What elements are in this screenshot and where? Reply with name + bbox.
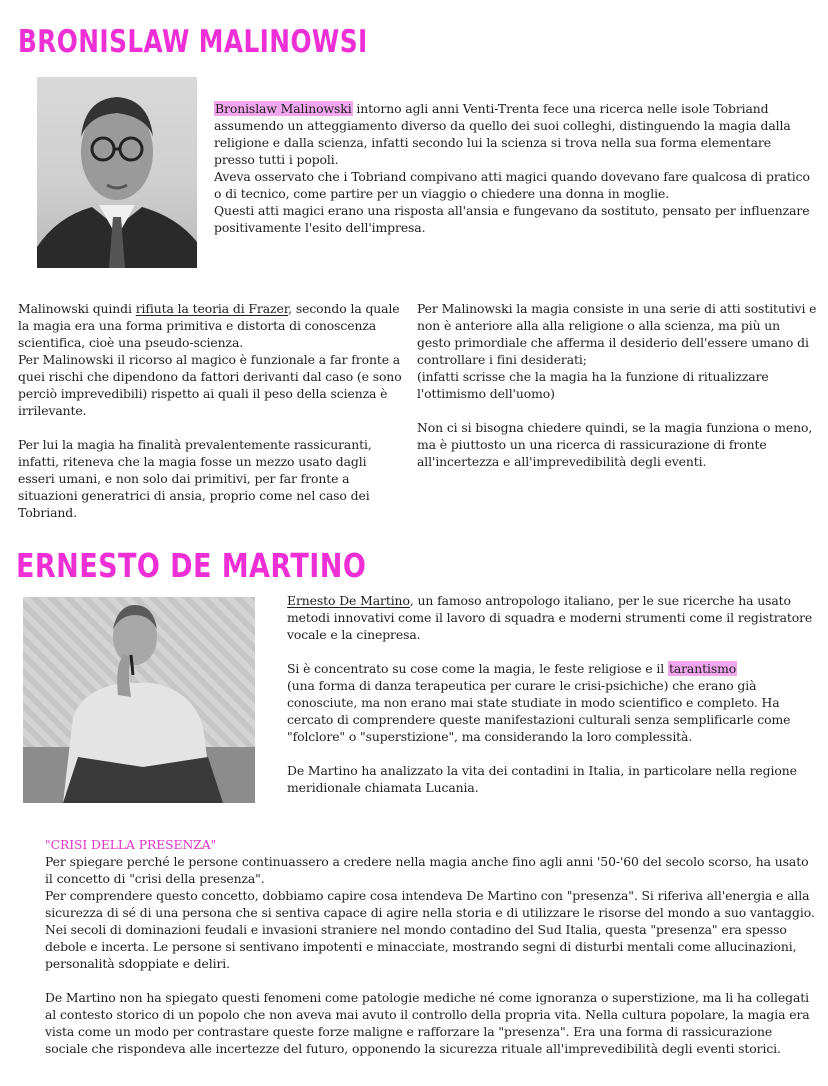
- text-span: Si è concentrato su cose come la magia, le feste religiose e il: [287, 661, 668, 676]
- text-span: , un famoso antropologo italiano, per le sue ricerche ha usato metodi innovativi come il lavoro di squadra e moderni strumenti come il registratore vocale e la cinepresa.: [287, 593, 813, 642]
- intro-paragraph: Aveva osservato che i Tobriand compivano atti magici quando dovevano fare qualcosa di pratico o di tecnico, come partire per un viaggio o chiedere una donna in moglie.: [214, 169, 810, 201]
- text-span: , secondo la quale la magia era una forma primitiva e distorta di conoscenza scientifica, cioè una pseudo-scienza.: [18, 301, 400, 350]
- malinowski-intro: [214, 100, 814, 236]
- de-martino-intro: [287, 592, 817, 796]
- paragraph: Per Malinowski la magia consiste in una serie di atti sostitutivi e non è anteriore alla alla religione o alla scienza, ma più un gesto primordiale che afferma il desiderio dell'essere umano di controllare i fini desiderati;: [417, 301, 817, 367]
- paragraph: Per Malinowski il ricorso al magico è funzionale a far fronte a quei rischi che dipendono da fattori derivanti dal caso (e sono perciò imprevedibili) rispetto ai quali il peso della scienza è irrilevante.: [18, 352, 402, 418]
- de-martino-title: ERNESTO DE MARTINO: [16, 546, 367, 585]
- paragraph: De Martino ha analizzato la vita dei contadini in Italia, in particolare nella regione meridionale chiamata Lucania.: [287, 763, 797, 795]
- de-martino-photo: [23, 597, 255, 803]
- malinowski-right-column: [417, 300, 817, 470]
- malinowski-left-column: [18, 300, 403, 521]
- malinowski-portrait: [37, 77, 197, 268]
- paragraph: (infatti scrisse che la magia ha la funzione di ritualizzare l'ottimismo dell'uomo): [417, 369, 769, 401]
- crisi-section: [45, 836, 815, 1057]
- crisi-heading: "CRISI DELLA PRESENZA": [45, 837, 217, 852]
- de-martino-name: Ernesto De Martino: [287, 593, 410, 608]
- frazer-link: rifiuta la teoria di Frazer: [135, 301, 289, 316]
- intro-sentence: intorno agli anni Venti-Trenta fece una ricerca nelle isole Tobriand assumendo un atteggiamento diverso da quello dei suoi colleghi, distinguendo la magia dalla religione e dalla scienza, infatti secondo lui la scienza si trova nella sua forma elementare presso tutti i popoli.: [214, 101, 791, 167]
- paragraph: De Martino non ha spiegato questi fenomeni come patologie mediche né come ignoranza o superstizione, ma li ha collegati al contesto storico di un popolo che non aveva mai avuto il controllo della propria vita. Nella cultura popolare, la magia era vista come un modo per contrastare queste forze maligne e rafforzare la "presenza". Era una forma di rassicurazione sociale che rispondeva alle incertezze del futuro, opponendo la sicurezza rituale all'imprevedibilità degli eventi storici.: [45, 990, 810, 1056]
- paragraph: Non ci si bisogna chiedere quindi, se la magia funziona o meno, ma è piuttosto un una ricerca di rassicurazione di fronte all'incertezza e all'imprevedibilità degli eventi.: [417, 420, 813, 469]
- paragraph: Per spiegare perché le persone continuassero a credere nella magia anche fino agli anni '50-'60 del secolo scorso, ha usato il concetto di "crisi della presenza".: [45, 854, 809, 886]
- text-span: Malinowski quindi: [18, 301, 136, 316]
- paragraph: Per lui la magia ha finalità prevalentemente rassicuranti, infatti, riteneva che la magia fosse un mezzo usato dagli esseri umani, e non solo dai primitivi, per far fronte a situazioni generatrici di ansia, proprio come nel caso dei Tobriand.: [18, 437, 372, 520]
- text-span: (una forma di danza terapeutica per curare le crisi-psichiche) che erano già conosciute, ma non erano mai state studiate in modo scientifico e completo. Ha cercato di comprendere queste manifestazioni culturali senza semplificarle come "folclore" o "superstizione", ma considerando la loro complessità.: [287, 678, 791, 744]
- paragraph: Per comprendere questo concetto, dobbiamo capire cosa intendeva De Martino con "presenza". Si riferiva all'energia e alla sicurezza di sé di una persona che si sentiva capace di agire nella storia e di utilizzare le risorse del mondo a suo vantaggio. Nei secoli di dominazioni feudali e invasioni straniere nel mondo contadino del Sud Italia, questa "presenza" era spesso debole e incerta. Le persone si sentivano impotenti e minacciate, mostrando segni di disturbi mentali come allucinazioni, personalità sdoppiate e deliri.: [45, 888, 815, 971]
- intro-paragraph: Questi atti magici erano una risposta all'ansia e fungevano da sostituto, pensato per influenzare positivamente l'esito dell'impresa.: [214, 203, 810, 235]
- tarantismo-highlight: tarantismo: [668, 661, 737, 676]
- malinowski-name-highlight: Bronislaw Malinowski: [215, 101, 352, 116]
- malinowski-title: BRONISLAW MALINOWSI: [18, 24, 368, 60]
